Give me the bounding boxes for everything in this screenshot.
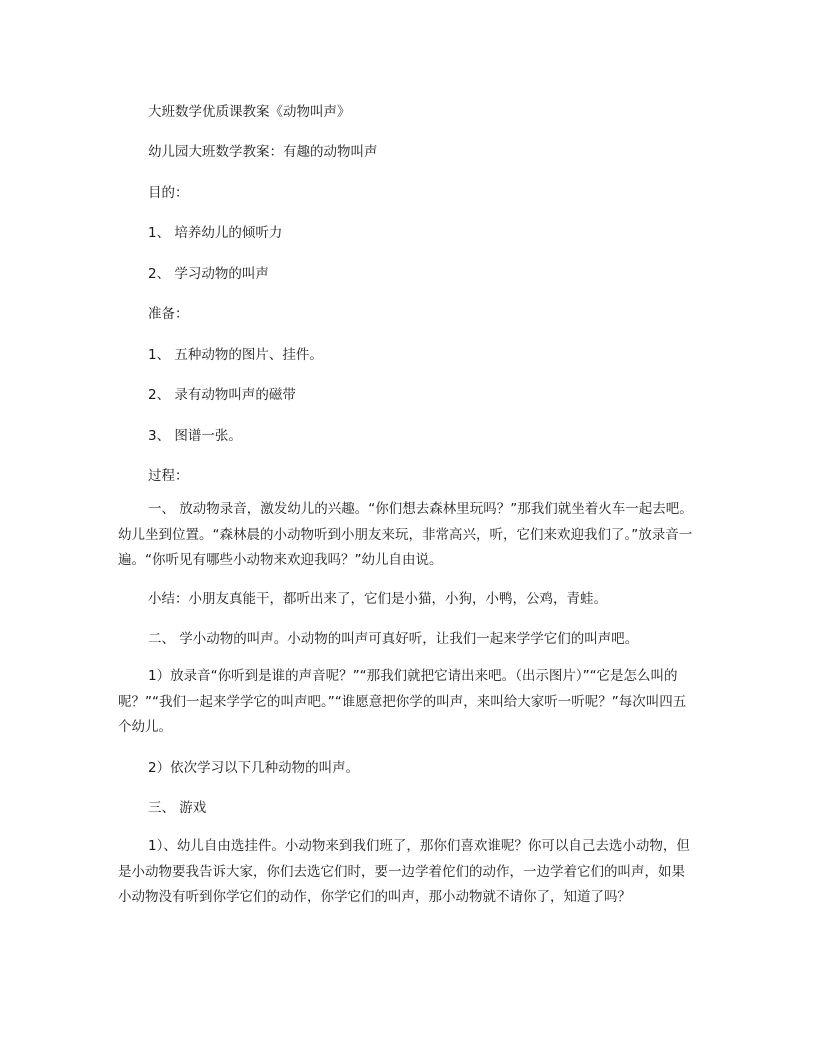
body-paragraph: 1）、幼儿自由选挂件。小动物来到我们班了，那你们喜欢谁呢？你可以自己去选小动物，但是小动物要我告诉大家，你们去选它们时，要一边学着佗们的动作，一边学着它们的叫声，如果小动物没有听到你学它们的动作，你学它们的叫声，那小动物就不请你了，知道了吗？ — [118, 838, 690, 905]
body-paragraph: 小结：小朋友真能干，都听出来了，它们是小猫，小狗，小鸭，公鸡，青蛙。 — [148, 591, 607, 607]
goal-heading: 目的： — [148, 185, 189, 201]
document-subtitle: 幼儿园大班数学教案：有趣的动物叫声 — [148, 144, 378, 160]
process-heading: 过程： — [148, 468, 189, 484]
prep-item: 2、 录有动物叫声的磁带 — [148, 387, 296, 403]
body-paragraph: 二、 学小动物的叫声。小动物的叫声可真好听，让我们一起来学学它们的叫声吧。 — [148, 631, 639, 647]
goal-item: 1、 培养幼儿的倾听力 — [148, 225, 283, 241]
body-paragraph: 一、 放动物录音，激发幼儿的兴趣。“你们想去森林里玩吗？”那我们就坐着火车一起去吧。幼儿坐到位置。“森林晨的小动物听到小朋友来玩，非常高兴，听，它们来欢迎我们了。”放录音一遍。“你听见有哪些小动物来欢迎我吗？”幼儿自由说。 — [118, 501, 693, 568]
prep-item: 3、 图谱一张。 — [148, 428, 242, 444]
body-paragraph: 2）依次学习以下几种动物的叫声。 — [148, 760, 360, 776]
prep-heading: 准备： — [148, 306, 189, 322]
document-title: 大班数学优质课教案《动物叫声》 — [148, 104, 351, 120]
body-paragraph: 三、 游戏 — [148, 800, 207, 816]
body-paragraph: 1）放录音“你听到是谁的声音呢？”“那我们就把它请出来吧。（出示图片）”“它是怎么叫的呢？”“我们一起来学学它的叫声吧。”“谁愿意把你学的叫声，来叫给大家听一听呢？”每次叫四五个幼儿。 — [118, 668, 687, 735]
prep-item: 1、 五种动物的图片、挂件。 — [148, 347, 323, 363]
goal-item: 2、 学习动物的叫声 — [148, 266, 269, 282]
